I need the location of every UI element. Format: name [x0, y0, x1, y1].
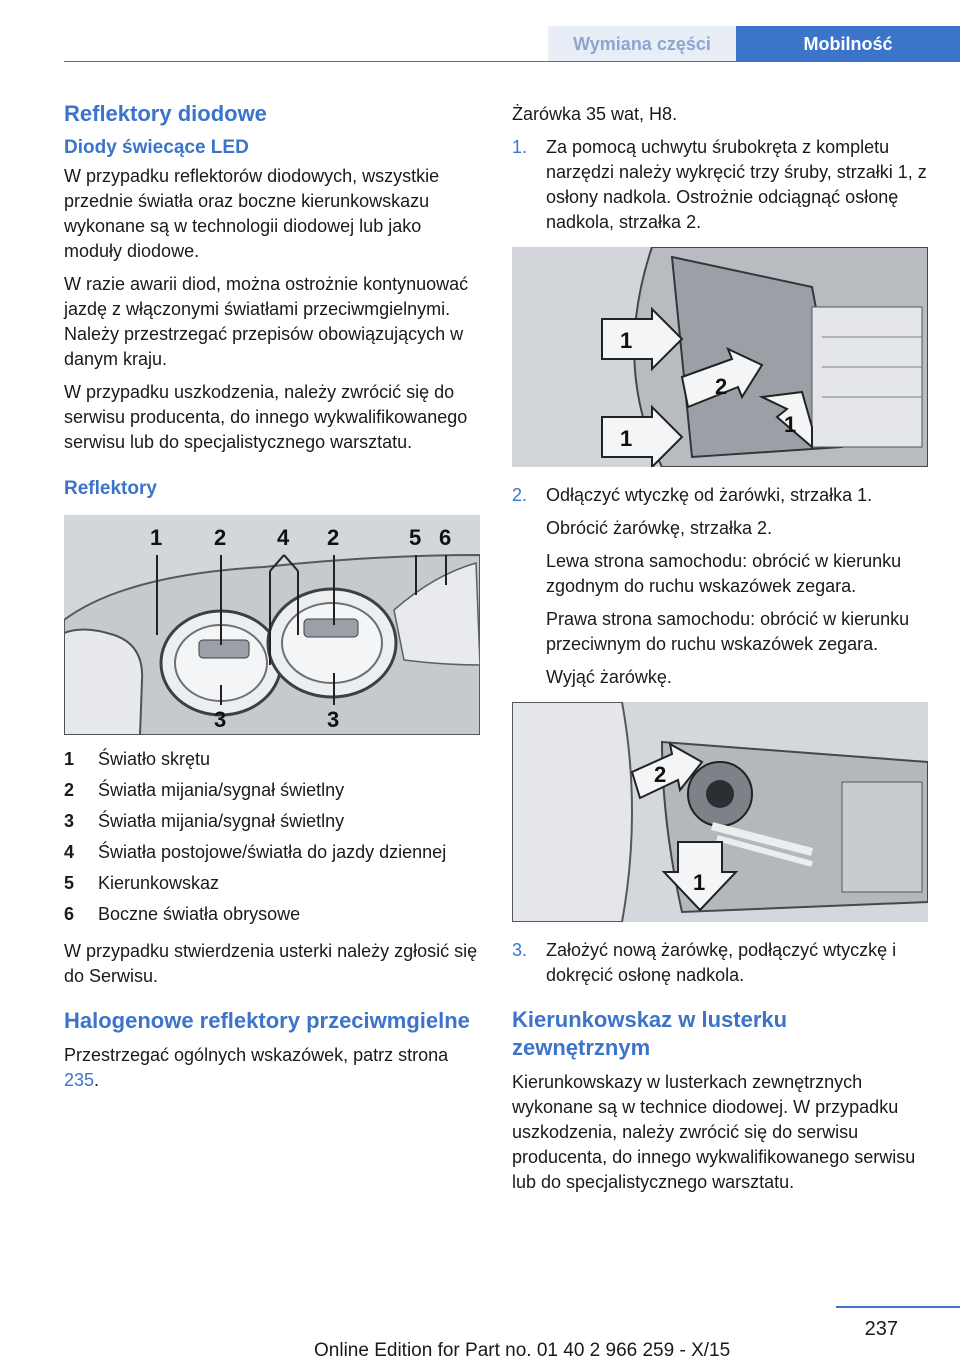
- arrow-label-1b: 1: [620, 426, 633, 451]
- step-text: Lewa strona samochodu: obrócić w kierunku zgodnym do ruchu wskazówek zegara.: [546, 551, 902, 596]
- legend-text: Światła mijania/sygnał świetlny: [98, 811, 345, 831]
- right-column: [512, 100, 930, 1203]
- headlight-figure: [64, 515, 480, 735]
- callout-2a: 2: [214, 525, 227, 550]
- step-1: [512, 135, 930, 235]
- steps-list-end: [512, 938, 930, 988]
- legend-text: Światło skrętu: [98, 749, 211, 769]
- footer-rule: [836, 1306, 960, 1308]
- wheel-arch-figure: [512, 247, 928, 467]
- step-number: 1.: [512, 137, 528, 157]
- led-paragraph-2: W razie awarii diod, można ostrożnie kontynuować jazdę z włączonymi światłami przeciwmgielnymi. Należy przestrzegać przepisów obowiązujących w danym kraju.: [64, 274, 469, 369]
- legend-item: [64, 840, 482, 865]
- callout-2b: 2: [327, 525, 340, 550]
- legend-item: [64, 778, 482, 803]
- headlights-subtitle: Reflektory: [64, 478, 157, 499]
- arrow-label-2: 2: [715, 374, 728, 399]
- mirror-indicator-text: Kierunkowskazy w lusterkach zewnętrznych wykonane są w technice diodowej. W przypadku uszkodzenia, należy zwrócić się do serwisu producenta, do innego wykwalifikowanego serwisu lub do specjalistycznego warsztatu.: [512, 1072, 916, 1192]
- fog-text-end: .: [94, 1070, 100, 1090]
- socket-label-1: 1: [693, 870, 706, 895]
- legend-text: Światła mijania/sygnał świetlny: [98, 780, 345, 800]
- steps-list-cont: [512, 483, 930, 690]
- led-subtitle: Diody świecące LED: [64, 137, 249, 158]
- callout-3a: 3: [214, 707, 227, 732]
- header-rule: [64, 61, 960, 62]
- callout-6: 6: [439, 525, 452, 550]
- step-number: 3.: [512, 940, 528, 960]
- fog-lights-text: [64, 1043, 482, 1093]
- left-column: [64, 100, 482, 1101]
- legend-item: [64, 902, 482, 927]
- step-text: Prawa strona samochodu: obrócić w kierunku przeciwnym do ruchu wskazówek zegara.: [546, 609, 910, 654]
- legend-number: 3: [64, 811, 75, 831]
- headlight-legend: [64, 747, 482, 927]
- legend-text: Światła postojowe/światła do jazdy dziennej: [98, 842, 447, 862]
- legend-item: [64, 747, 482, 772]
- step-text: Założyć nową żarówkę, podłączyć wtyczkę i dokręcić osłonę nadkola.: [546, 940, 897, 985]
- bulb-socket-figure: [512, 702, 928, 922]
- legend-text: Kierunkowskaz: [98, 873, 220, 893]
- chapter-tab[interactable]: Mobilność: [736, 26, 960, 62]
- arrow-label-1a: 1: [620, 328, 633, 353]
- step-2: [512, 483, 930, 690]
- socket-label-2: 2: [654, 762, 667, 787]
- section-tab[interactable]: Wymiana części: [548, 26, 736, 62]
- step-text: Odłączyć wtyczkę od żarówki, strzałka 1.: [546, 485, 873, 505]
- step-number: 2.: [512, 485, 528, 505]
- led-paragraph-1: W przypadku reflektorów diodowych, wszystkie przednie światła oraz boczne kierunkowskazu wykonane są w technologii diodowej lub jako moduły diodowe.: [64, 166, 440, 261]
- callout-3b: 3: [327, 707, 340, 732]
- legend-number: 2: [64, 780, 75, 800]
- callout-1: 1: [150, 525, 163, 550]
- legend-number: 1: [64, 749, 75, 769]
- fault-note: W przypadku stwierdzenia usterki należy zgłosić się do Serwisu.: [64, 941, 478, 986]
- step-text: Wyjąć żarówkę.: [546, 667, 672, 687]
- step-text: Za pomocą uchwytu śrubokręta z kompletu narzędzi należy wykręcić trzy śruby, strzałki 1, z osłony nadkola. Ostrożnie odciągnąć osłonę nadkola, strzałka 2.: [546, 137, 927, 232]
- page-link[interactable]: 235: [64, 1070, 95, 1090]
- legend-number: 6: [64, 904, 75, 924]
- page-number: 237: [864, 1318, 898, 1340]
- bulb-spec: Żarówka 35 wat, H8.: [512, 104, 678, 124]
- mirror-indicator-title: Kierunkowskaz w lusterku zewnętrznym: [512, 1007, 788, 1060]
- led-headlights-title: Reflektory diodowe: [64, 101, 267, 126]
- page-header: [0, 0, 960, 62]
- legend-text: Boczne światła obrysowe: [98, 904, 301, 924]
- callout-5: 5: [409, 525, 422, 550]
- edition-note: Online Edition for Part no. 01 40 2 966 259 - X/15: [314, 1340, 731, 1361]
- fog-lights-title: Halogenowe reflektory przeciwmgielne: [64, 1008, 470, 1033]
- headlight-illustration: [64, 515, 480, 735]
- legend-number: 4: [64, 842, 75, 862]
- arrow-label-1c: 1: [784, 412, 797, 437]
- legend-item: [64, 809, 482, 834]
- wheel-arch-illustration: [512, 247, 928, 467]
- fog-text: Przestrzegać ogólnych wskazówek, patrz strona: [64, 1045, 449, 1065]
- step-text: Obrócić żarówkę, strzałka 2.: [546, 518, 773, 538]
- bulb-socket-illustration: [512, 702, 928, 922]
- steps-list: [512, 135, 930, 235]
- callout-4: 4: [277, 525, 290, 550]
- legend-number: 5: [64, 873, 75, 893]
- step-3: [512, 938, 930, 988]
- led-paragraph-3: W przypadku uszkodzenia, należy zwrócić się do serwisu producenta, do innego wykwalifikowanego serwisu lub do specjalistycznego warsztatu.: [64, 382, 468, 452]
- legend-item: [64, 871, 482, 896]
- page-footer: [0, 1306, 960, 1362]
